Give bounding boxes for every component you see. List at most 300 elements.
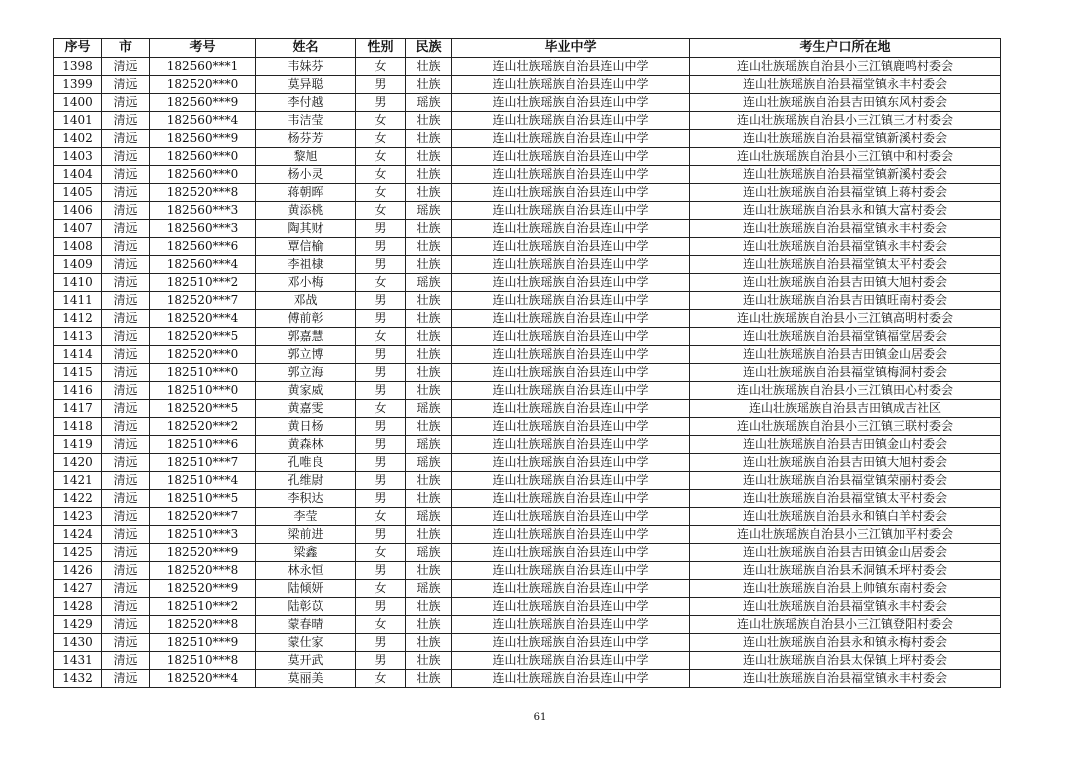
cell-serial: 1417 [54,400,102,418]
cell-city: 清远 [102,598,150,616]
table-row [54,346,1001,364]
cell-serial: 1425 [54,544,102,562]
cell-residence: 连山壮族瑶族自治县吉田镇成吉社区 [690,400,1001,418]
cell-name: 陆彰苡 [256,598,356,616]
cell-serial: 1432 [54,670,102,688]
cell-ethnicity: 瑶族 [406,454,452,472]
cell-serial: 1414 [54,346,102,364]
cell-exam-number: 182520***5 [150,400,256,418]
cell-residence: 连山壮族瑶族自治县永和镇永梅村委会 [690,634,1001,652]
cell-name: 黄嘉雯 [256,400,356,418]
cell-ethnicity: 壮族 [406,256,452,274]
cell-ethnicity: 瑶族 [406,202,452,220]
cell-school: 连山壮族瑶族自治县连山中学 [452,652,690,670]
cell-school: 连山壮族瑶族自治县连山中学 [452,526,690,544]
cell-name: 蒙仕家 [256,634,356,652]
cell-serial: 1409 [54,256,102,274]
cell-school: 连山壮族瑶族自治县连山中学 [452,364,690,382]
cell-school: 连山壮族瑶族自治县连山中学 [452,148,690,166]
cell-ethnicity: 壮族 [406,382,452,400]
cell-serial: 1408 [54,238,102,256]
cell-ethnicity: 壮族 [406,328,452,346]
cell-gender: 女 [356,580,406,598]
table-row [54,418,1001,436]
cell-gender: 男 [356,256,406,274]
cell-residence: 连山壮族瑶族自治县吉田镇旺南村委会 [690,292,1001,310]
cell-exam-number: 182560***3 [150,202,256,220]
cell-residence: 连山壮族瑶族自治县小三江镇三才村委会 [690,112,1001,130]
cell-exam-number: 182510***4 [150,472,256,490]
cell-ethnicity: 瑶族 [406,544,452,562]
cell-city: 清远 [102,310,150,328]
cell-name: 李莹 [256,508,356,526]
cell-gender: 男 [356,490,406,508]
cell-exam-number: 182510***6 [150,436,256,454]
cell-residence: 连山壮族瑶族自治县小三江镇高明村委会 [690,310,1001,328]
table-row [54,202,1001,220]
cell-exam-number: 182510***3 [150,526,256,544]
cell-school: 连山壮族瑶族自治县连山中学 [452,292,690,310]
cell-city: 清远 [102,328,150,346]
cell-name: 杨芬芳 [256,130,356,148]
cell-city: 清远 [102,364,150,382]
cell-gender: 男 [356,346,406,364]
cell-ethnicity: 壮族 [406,58,452,76]
cell-serial: 1402 [54,130,102,148]
cell-residence: 连山壮族瑶族自治县福堂镇新溪村委会 [690,166,1001,184]
table-row [54,544,1001,562]
cell-exam-number: 182520***4 [150,310,256,328]
cell-school: 连山壮族瑶族自治县连山中学 [452,220,690,238]
cell-gender: 男 [356,220,406,238]
cell-name: 孔维尉 [256,472,356,490]
cell-gender: 女 [356,274,406,292]
table-row [54,652,1001,670]
cell-name: 韦妹芬 [256,58,356,76]
table-row [54,166,1001,184]
cell-gender: 男 [356,310,406,328]
cell-school: 连山壮族瑶族自治县连山中学 [452,562,690,580]
cell-city: 清远 [102,274,150,292]
cell-gender: 女 [356,202,406,220]
cell-school: 连山壮族瑶族自治县连山中学 [452,598,690,616]
cell-city: 清远 [102,238,150,256]
cell-city: 清远 [102,292,150,310]
cell-city: 清远 [102,58,150,76]
cell-name: 蒋朝晖 [256,184,356,202]
cell-city: 清远 [102,346,150,364]
cell-serial: 1427 [54,580,102,598]
cell-serial: 1430 [54,634,102,652]
cell-name: 韦洁莹 [256,112,356,130]
cell-residence: 连山壮族瑶族自治县福堂镇永丰村委会 [690,598,1001,616]
cell-residence: 连山壮族瑶族自治县吉田镇东风村委会 [690,94,1001,112]
cell-serial: 1411 [54,292,102,310]
table-body [54,58,1001,688]
table-row [54,616,1001,634]
cell-school: 连山壮族瑶族自治县连山中学 [452,580,690,598]
header-name: 姓名 [256,39,356,58]
cell-residence: 连山壮族瑶族自治县小三江镇加平村委会 [690,526,1001,544]
cell-residence: 连山壮族瑶族自治县福堂镇荣丽村委会 [690,472,1001,490]
cell-ethnicity: 壮族 [406,112,452,130]
cell-residence: 连山壮族瑶族自治县吉田镇大旭村委会 [690,454,1001,472]
cell-exam-number: 182560***9 [150,94,256,112]
table-row [54,148,1001,166]
table-row [54,490,1001,508]
cell-ethnicity: 壮族 [406,148,452,166]
cell-exam-number: 182510***9 [150,634,256,652]
cell-school: 连山壮族瑶族自治县连山中学 [452,508,690,526]
cell-exam-number: 182510***2 [150,274,256,292]
table-row [54,274,1001,292]
cell-serial: 1401 [54,112,102,130]
cell-serial: 1412 [54,310,102,328]
cell-serial: 1429 [54,616,102,634]
cell-name: 杨小灵 [256,166,356,184]
table-row [54,130,1001,148]
cell-residence: 连山壮族瑶族自治县福堂镇永丰村委会 [690,238,1001,256]
cell-residence: 连山壮族瑶族自治县福堂镇上蒋村委会 [690,184,1001,202]
cell-city: 清远 [102,400,150,418]
cell-name: 黄日杨 [256,418,356,436]
cell-serial: 1398 [54,58,102,76]
cell-exam-number: 182560***3 [150,220,256,238]
table-row [54,382,1001,400]
cell-name: 莫开武 [256,652,356,670]
cell-name: 黄森林 [256,436,356,454]
cell-serial: 1420 [54,454,102,472]
cell-residence: 连山壮族瑶族自治县吉田镇金山村委会 [690,436,1001,454]
cell-ethnicity: 壮族 [406,526,452,544]
cell-exam-number: 182510***0 [150,382,256,400]
cell-name: 梁前进 [256,526,356,544]
cell-gender: 女 [356,670,406,688]
cell-city: 清远 [102,148,150,166]
table-row [54,256,1001,274]
cell-city: 清远 [102,94,150,112]
cell-gender: 男 [356,454,406,472]
cell-ethnicity: 壮族 [406,634,452,652]
cell-school: 连山壮族瑶族自治县连山中学 [452,382,690,400]
cell-serial: 1423 [54,508,102,526]
cell-serial: 1399 [54,76,102,94]
cell-name: 蒙春晴 [256,616,356,634]
cell-ethnicity: 瑶族 [406,400,452,418]
table-row [54,94,1001,112]
table-row [54,310,1001,328]
cell-ethnicity: 壮族 [406,346,452,364]
cell-gender: 男 [356,436,406,454]
header-serial: 序号 [54,39,102,58]
cell-gender: 女 [356,328,406,346]
cell-serial: 1419 [54,436,102,454]
cell-ethnicity: 壮族 [406,652,452,670]
cell-city: 清远 [102,454,150,472]
cell-school: 连山壮族瑶族自治县连山中学 [452,238,690,256]
table-row [54,472,1001,490]
cell-gender: 男 [356,76,406,94]
cell-gender: 女 [356,148,406,166]
cell-exam-number: 182560***4 [150,256,256,274]
cell-serial: 1406 [54,202,102,220]
cell-gender: 女 [356,112,406,130]
table-row [54,562,1001,580]
table-row [54,508,1001,526]
cell-residence: 连山壮族瑶族自治县小三江镇登阳村委会 [690,616,1001,634]
cell-exam-number: 182520***0 [150,76,256,94]
cell-city: 清远 [102,166,150,184]
cell-name: 黄家威 [256,382,356,400]
cell-exam-number: 182510***2 [150,598,256,616]
table-row [54,76,1001,94]
cell-exam-number: 182520***8 [150,616,256,634]
cell-exam-number: 182520***7 [150,292,256,310]
cell-serial: 1431 [54,652,102,670]
cell-serial: 1404 [54,166,102,184]
cell-gender: 男 [356,94,406,112]
cell-city: 清远 [102,130,150,148]
cell-gender: 男 [356,634,406,652]
cell-residence: 连山壮族瑶族自治县小三江镇中和村委会 [690,148,1001,166]
cell-city: 清远 [102,220,150,238]
cell-serial: 1416 [54,382,102,400]
header-row [54,39,1001,58]
cell-residence: 连山壮族瑶族自治县福堂镇梅洞村委会 [690,364,1001,382]
cell-gender: 男 [356,598,406,616]
cell-ethnicity: 壮族 [406,130,452,148]
cell-name: 郭立博 [256,346,356,364]
cell-residence: 连山壮族瑶族自治县小三江镇鹿鸣村委会 [690,58,1001,76]
cell-exam-number: 182510***0 [150,364,256,382]
cell-residence: 连山壮族瑶族自治县永和镇大富村委会 [690,202,1001,220]
cell-exam-number: 182560***4 [150,112,256,130]
cell-school: 连山壮族瑶族自治县连山中学 [452,94,690,112]
cell-ethnicity: 壮族 [406,310,452,328]
cell-serial: 1421 [54,472,102,490]
cell-residence: 连山壮族瑶族自治县小三江镇三联村委会 [690,418,1001,436]
cell-name: 孔唯良 [256,454,356,472]
cell-city: 清远 [102,382,150,400]
table-row [54,112,1001,130]
cell-residence: 连山壮族瑶族自治县福堂镇太平村委会 [690,490,1001,508]
cell-residence: 连山壮族瑶族自治县小三江镇田心村委会 [690,382,1001,400]
cell-name: 莫丽美 [256,670,356,688]
cell-school: 连山壮族瑶族自治县连山中学 [452,112,690,130]
cell-city: 清远 [102,76,150,94]
table-row [54,220,1001,238]
cell-exam-number: 182520***9 [150,544,256,562]
cell-school: 连山壮族瑶族自治县连山中学 [452,76,690,94]
table-row [54,292,1001,310]
cell-gender: 女 [356,400,406,418]
cell-ethnicity: 壮族 [406,418,452,436]
cell-gender: 男 [356,418,406,436]
cell-gender: 男 [356,472,406,490]
cell-name: 梁鑫 [256,544,356,562]
cell-gender: 男 [356,382,406,400]
cell-residence: 连山壮族瑶族自治县福堂镇永丰村委会 [690,76,1001,94]
cell-exam-number: 182520***0 [150,346,256,364]
cell-city: 清远 [102,670,150,688]
cell-ethnicity: 瑶族 [406,274,452,292]
cell-ethnicity: 壮族 [406,490,452,508]
cell-name: 黎旭 [256,148,356,166]
cell-city: 清远 [102,580,150,598]
header-city: 市 [102,39,150,58]
cell-school: 连山壮族瑶族自治县连山中学 [452,346,690,364]
cell-school: 连山壮族瑶族自治县连山中学 [452,490,690,508]
cell-ethnicity: 壮族 [406,670,452,688]
cell-name: 陆倾妍 [256,580,356,598]
cell-name: 陶其财 [256,220,356,238]
cell-school: 连山壮族瑶族自治县连山中学 [452,256,690,274]
table-row [54,526,1001,544]
table-row [54,184,1001,202]
cell-ethnicity: 壮族 [406,76,452,94]
cell-ethnicity: 壮族 [406,220,452,238]
header-residence: 考生户口所在地 [690,39,1001,58]
cell-name: 黄添桃 [256,202,356,220]
cell-city: 清远 [102,544,150,562]
table-row [54,580,1001,598]
cell-city: 清远 [102,184,150,202]
cell-ethnicity: 壮族 [406,238,452,256]
cell-school: 连山壮族瑶族自治县连山中学 [452,166,690,184]
cell-name: 林永恒 [256,562,356,580]
cell-residence: 连山壮族瑶族自治县禾洞镇禾坪村委会 [690,562,1001,580]
cell-city: 清远 [102,436,150,454]
cell-gender: 男 [356,292,406,310]
cell-city: 清远 [102,526,150,544]
cell-residence: 连山壮族瑶族自治县上帅镇东南村委会 [690,580,1001,598]
table-row [54,58,1001,76]
header-exam-number: 考号 [150,39,256,58]
cell-serial: 1418 [54,418,102,436]
cell-city: 清远 [102,202,150,220]
cell-residence: 连山壮族瑶族自治县吉田镇大旭村委会 [690,274,1001,292]
cell-name: 傅前彰 [256,310,356,328]
cell-name: 郭立海 [256,364,356,382]
cell-gender: 男 [356,562,406,580]
cell-school: 连山壮族瑶族自治县连山中学 [452,454,690,472]
header-ethnicity: 民族 [406,39,452,58]
cell-serial: 1400 [54,94,102,112]
cell-gender: 男 [356,364,406,382]
cell-exam-number: 182520***8 [150,184,256,202]
cell-gender: 女 [356,184,406,202]
cell-school: 连山壮族瑶族自治县连山中学 [452,670,690,688]
cell-exam-number: 182520***5 [150,328,256,346]
table-row [54,238,1001,256]
cell-city: 清远 [102,652,150,670]
cell-ethnicity: 壮族 [406,598,452,616]
cell-exam-number: 182520***4 [150,670,256,688]
table-row [54,364,1001,382]
cell-school: 连山壮族瑶族自治县连山中学 [452,328,690,346]
cell-exam-number: 182560***6 [150,238,256,256]
cell-exam-number: 182510***8 [150,652,256,670]
cell-ethnicity: 瑶族 [406,580,452,598]
cell-serial: 1426 [54,562,102,580]
cell-gender: 女 [356,166,406,184]
cell-name: 邓小梅 [256,274,356,292]
page-number: 61 [533,712,547,723]
cell-gender: 女 [356,130,406,148]
cell-exam-number: 182510***5 [150,490,256,508]
cell-school: 连山壮族瑶族自治县连山中学 [452,274,690,292]
cell-serial: 1413 [54,328,102,346]
cell-ethnicity: 壮族 [406,166,452,184]
cell-serial: 1428 [54,598,102,616]
cell-serial: 1415 [54,364,102,382]
cell-school: 连山壮族瑶族自治县连山中学 [452,400,690,418]
cell-serial: 1405 [54,184,102,202]
cell-exam-number: 182520***9 [150,580,256,598]
cell-exam-number: 182520***7 [150,508,256,526]
cell-exam-number: 182560***9 [150,130,256,148]
cell-residence: 连山壮族瑶族自治县永和镇白羊村委会 [690,508,1001,526]
cell-ethnicity: 壮族 [406,562,452,580]
cell-ethnicity: 壮族 [406,472,452,490]
cell-name: 覃信榆 [256,238,356,256]
cell-school: 连山壮族瑶族自治县连山中学 [452,472,690,490]
cell-ethnicity: 瑶族 [406,436,452,454]
cell-school: 连山壮族瑶族自治县连山中学 [452,616,690,634]
header-school: 毕业中学 [452,39,690,58]
cell-name: 邓战 [256,292,356,310]
cell-school: 连山壮族瑶族自治县连山中学 [452,310,690,328]
cell-exam-number: 182510***7 [150,454,256,472]
cell-residence: 连山壮族瑶族自治县吉田镇金山居委会 [690,346,1001,364]
cell-exam-number: 182560***0 [150,148,256,166]
cell-ethnicity: 壮族 [406,364,452,382]
cell-school: 连山壮族瑶族自治县连山中学 [452,634,690,652]
cell-serial: 1424 [54,526,102,544]
cell-school: 连山壮族瑶族自治县连山中学 [452,202,690,220]
cell-school: 连山壮族瑶族自治县连山中学 [452,418,690,436]
cell-ethnicity: 壮族 [406,184,452,202]
cell-city: 清远 [102,472,150,490]
cell-city: 清远 [102,616,150,634]
cell-name: 郭嘉慧 [256,328,356,346]
cell-ethnicity: 壮族 [406,292,452,310]
cell-city: 清远 [102,508,150,526]
cell-name: 李付越 [256,94,356,112]
cell-school: 连山壮族瑶族自治县连山中学 [452,184,690,202]
cell-city: 清远 [102,256,150,274]
table-row [54,670,1001,688]
cell-exam-number: 182560***0 [150,166,256,184]
table-row [54,400,1001,418]
table-row [54,634,1001,652]
header-gender: 性别 [356,39,406,58]
cell-serial: 1410 [54,274,102,292]
cell-exam-number: 182560***1 [150,58,256,76]
cell-gender: 女 [356,616,406,634]
cell-school: 连山壮族瑶族自治县连山中学 [452,544,690,562]
cell-gender: 男 [356,526,406,544]
cell-name: 李积达 [256,490,356,508]
cell-school: 连山壮族瑶族自治县连山中学 [452,130,690,148]
cell-city: 清远 [102,634,150,652]
cell-gender: 男 [356,652,406,670]
table-row [54,454,1001,472]
cell-serial: 1422 [54,490,102,508]
cell-city: 清远 [102,490,150,508]
cell-gender: 女 [356,544,406,562]
cell-residence: 连山壮族瑶族自治县福堂镇太平村委会 [690,256,1001,274]
